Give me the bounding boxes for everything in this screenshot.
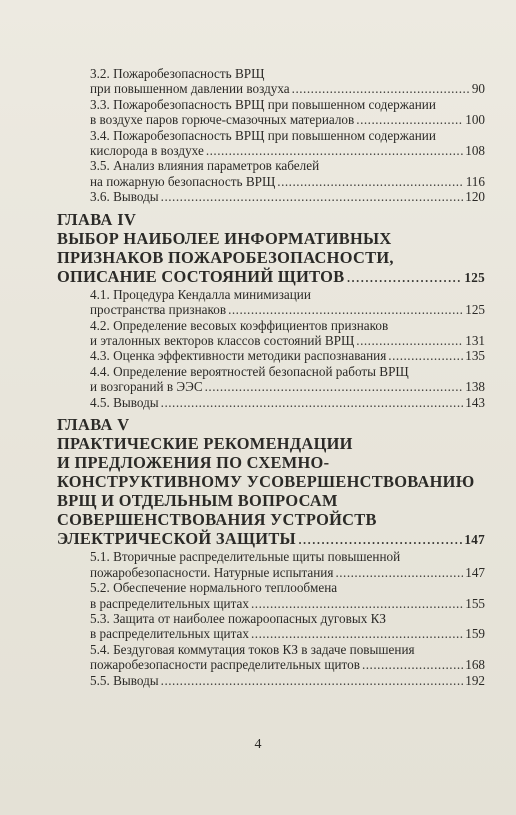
entry-last-line [90,673,485,688]
dot-leader [292,81,470,96]
page-ref: 138 [465,379,485,395]
entry-text-line: кислорода в воздухе [90,143,204,159]
page-ref: 168 [465,657,485,673]
page-ref: 147 [465,564,485,580]
dot-leader [362,657,463,672]
page-ref: 108 [465,143,485,159]
toc-entry [57,189,485,204]
page-ref: 143 [465,394,485,410]
page-ref: 135 [465,348,485,364]
toc-entry [57,364,485,395]
entry-text-line: ВЫБОР НАИБОЛЕЕ ИНФОРМАТИВНЫХ [57,228,392,248]
entry-text-line: 4.5. Выводы [90,394,159,410]
entry-last-line [90,657,485,672]
entry-last-line [90,596,485,611]
page-ref: 120 [465,189,485,205]
entry-text-line: 4.1. Процедура Кендалла минимизации [90,286,311,302]
toc-entry [57,549,485,580]
toc-entry [57,318,485,349]
chapter-5-label: ГЛАВА V [57,415,130,435]
entry-last-line [90,81,485,96]
chapter-5-heading [57,434,485,549]
chapter-4-label: ГЛАВА IV [57,209,137,229]
entry-text-line: ОПИСАНИЕ СОСТОЯНИЙ ЩИТОВ [57,266,345,286]
toc-entry [57,611,485,642]
entry-text-line: И ПРЕДЛОЖЕНИЯ ПО СХЕМНО- [57,453,330,473]
entry-last-line [90,348,485,363]
entry-text-line: 3.4. Пожаробезопасность ВРЩ при повышенном содержании [90,127,436,143]
entry-last-line [90,143,485,158]
entry-text-line: КОНСТРУКТИВНОМУ УСОВЕРШЕНСТВОВАНИЮ [57,472,475,492]
dot-leader [206,143,463,158]
entry-last-line [90,565,485,580]
dot-leader [277,174,463,189]
entry-text-line: при повышенном давлении воздуха [90,81,290,97]
page-ref: 147 [464,532,485,548]
entry-text-line: на пожарную безопасность ВРЩ [90,173,276,189]
entry-text-line: 4.4. Определение вероятностей безопасной работы ВРЩ [90,363,409,379]
entry-text-line: в распределительных щитах [90,595,249,611]
entry-text-line: ПРИЗНАКОВ ПОЖАРОБЕЗОПАСНОСТИ, [57,247,394,267]
entry-text-line: 4.2. Определение весовых коэффициентов признаков [90,317,389,333]
entry-text-line: в воздухе паров горюче-смазочных материалов [90,112,355,128]
entry-text-line: и возгораний в ЭЭС [90,379,203,395]
toc-entry [57,348,485,363]
entry-text-line: 4.3. Оценка эффективности методики распознавания [90,348,387,364]
entry-text-line: ПРАКТИЧЕСКИЕ РЕКОМЕНДАЦИИ [57,434,353,454]
entry-text-line: пространства признаков [90,302,227,318]
page-number: 4 [254,737,262,752]
entry-text-line: 3.3. Пожаробезопасность ВРЩ при повышенном содержании [90,96,436,112]
page-ref: 131 [465,333,485,349]
toc-entry [57,158,485,189]
entry-text-line: в распределительных щитах [90,626,249,642]
page-ref: 125 [464,269,485,285]
entry-text-line: 5.5. Выводы [90,672,159,688]
entry-last-line [90,189,485,204]
entry-text-line: 3.5. Анализ влияния параметров кабелей [90,158,320,174]
chapter-4-sections [57,287,485,410]
chapter-5-sections [57,549,485,688]
toc-entry [57,97,485,128]
entry-text-line: пожаробезопасности. Натурные испытания [90,564,334,580]
entry-last-line [90,302,485,317]
toc-entry [57,128,485,159]
page-ref: 192 [465,672,485,688]
toc-entry [57,395,485,410]
page-ref: 100 [465,112,485,128]
dot-leader [251,596,463,611]
entry-last-line [90,112,485,127]
dot-leader [205,379,464,394]
dot-leader [161,189,464,204]
page-ref: 159 [465,626,485,642]
chapter-3-sections [57,66,485,205]
page-ref: 116 [465,173,485,189]
dot-leader [161,395,464,410]
dot-leader [388,348,463,363]
dot-leader [356,333,463,348]
entry-last-line [90,395,485,410]
toc-entry [57,580,485,611]
entry-last-line [57,529,485,549]
dot-leader [346,267,462,286]
chapter-4-heading [57,229,485,287]
entry-text-line: 3.2. Пожаробезопасность ВРЩ [90,66,265,81]
entry-text-line: 5.1. Вторичные распределительные щиты повышенной [90,549,401,565]
page-ref: 125 [465,302,485,318]
entry-text-line: 5.4. Бездуговая коммутация токов КЗ в задаче повышения [90,641,415,657]
entry-text-line: пожаробезопасности распределительных щитов [90,657,360,673]
dot-leader [228,302,463,317]
entry-text-line: ЭЛЕКТРИЧЕСКОЙ ЗАЩИТЫ [57,529,296,549]
dot-leader [335,565,463,580]
dot-leader [251,626,463,641]
entry-text-line: 3.6. Выводы [90,189,159,205]
entry-text-line: 5.2. Обеспечение нормального теплообмена [90,580,338,596]
dot-leader [298,529,462,548]
entry-text-line: ВРЩ И ОТДЕЛЬНЫМ ВОПРОСАМ [57,491,338,511]
entry-last-line [90,379,485,394]
entry-last-line [90,626,485,641]
entry-text-line: 5.3. Защита от наиболее пожароопасных дуговых КЗ [90,610,386,626]
toc-entry [57,287,485,318]
page-ref: 155 [465,595,485,611]
entry-last-line [57,267,485,287]
dot-leader [356,112,463,127]
toc-entry [57,66,485,97]
table-of-contents [57,66,485,688]
toc-entry [57,642,485,673]
entry-text-line: СОВЕРШЕНСТВОВАНИЯ УСТРОЙСТВ [57,510,377,530]
entry-text-line: и эталонных векторов классов состояний ВРЩ [90,333,355,349]
entry-last-line [90,174,485,189]
page-ref: 90 [471,81,485,97]
entry-last-line [90,333,485,348]
dot-leader [161,673,464,688]
toc-entry [57,673,485,688]
